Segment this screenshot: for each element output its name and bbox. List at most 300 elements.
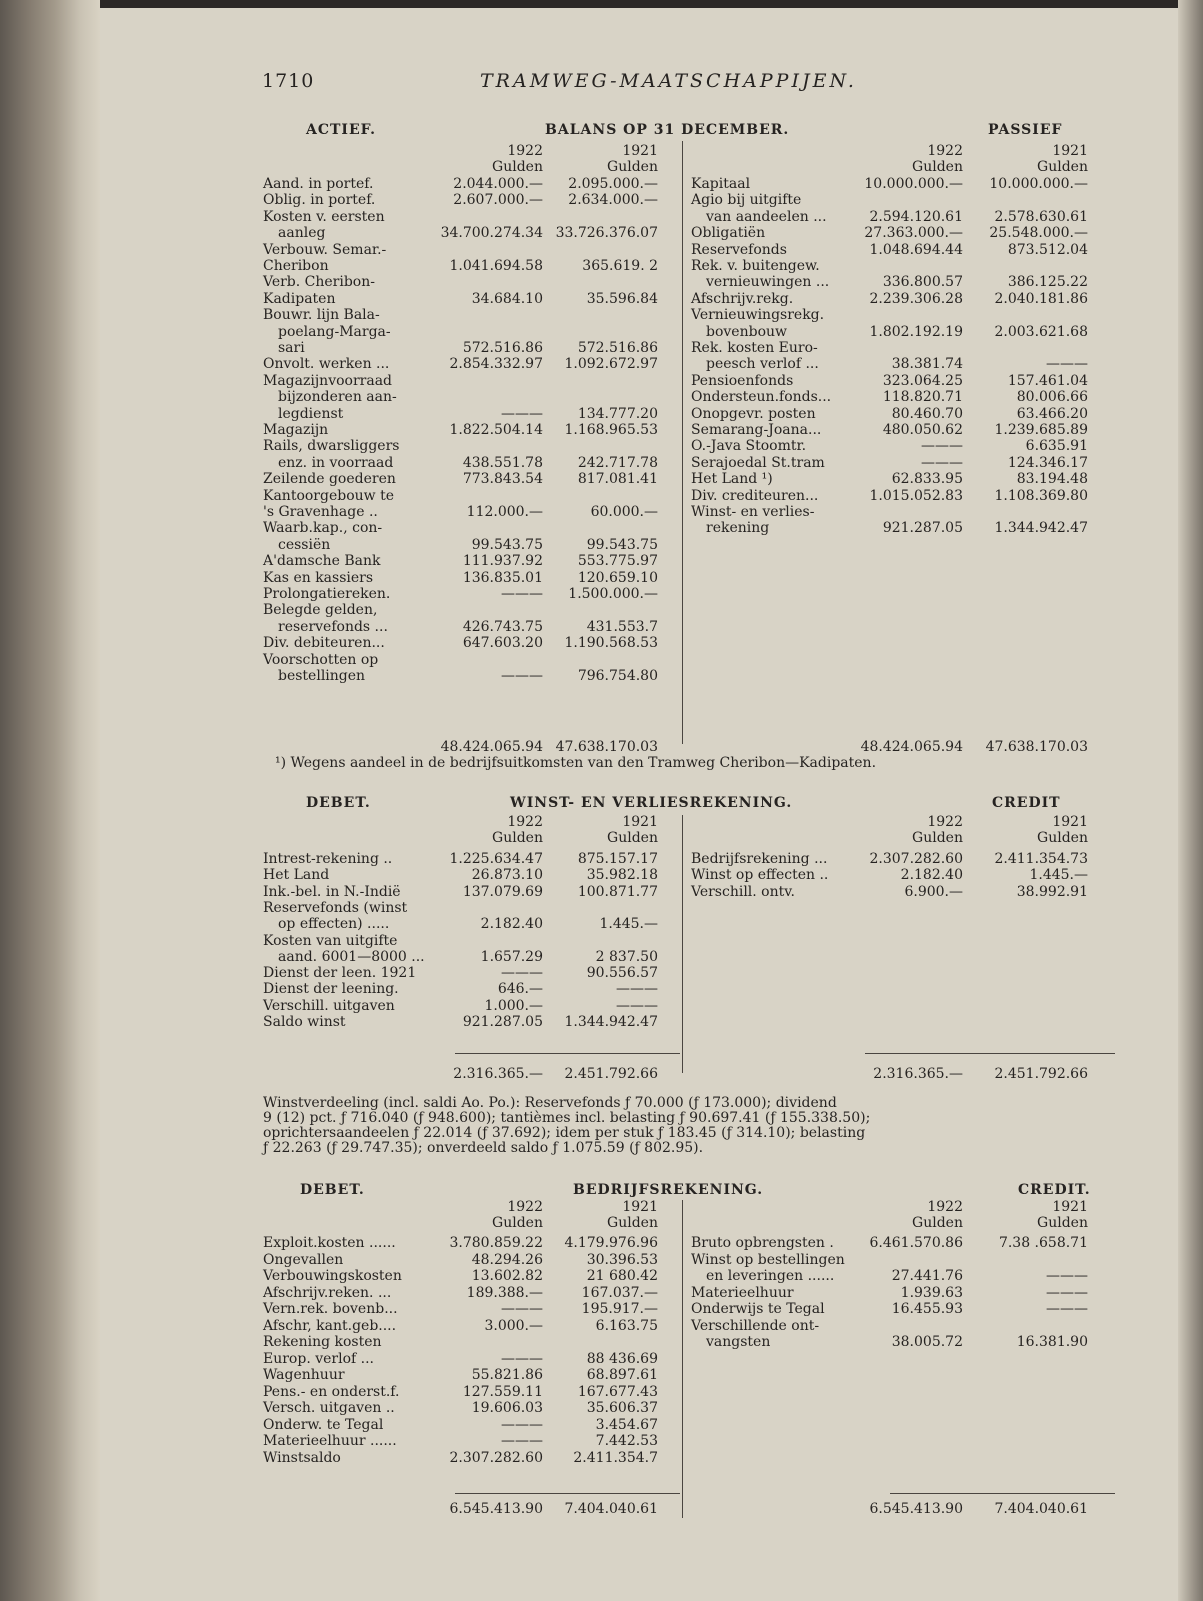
bedrijf-left-row — [0, 1434, 1203, 1449]
bedrijf-right-value-1921: ——— — [1046, 1268, 1088, 1284]
winst-unit-heading: Gulden — [912, 830, 963, 846]
balans-left-value-1922: ——— — [501, 405, 543, 422]
balans-year-heading: 1922 — [927, 143, 963, 159]
balans-year-heading: 1922 — [507, 143, 543, 159]
winst-right-value-1921: 1.445.— — [1029, 867, 1088, 884]
balans-left-label: Bouwr. lijn Bala- — [263, 307, 380, 324]
winst-left-value-1921: 100.871.77 — [577, 883, 658, 900]
bedrijf-right-label: vangsten — [706, 1334, 771, 1350]
balans-right-label: Reservefonds — [691, 241, 787, 258]
bedrijf-unit-heading-row — [0, 1216, 1203, 1231]
balans-left-label: Kosten v. eersten — [263, 208, 385, 225]
balans-left-label: Cheribon — [263, 258, 329, 274]
balans-left-label: cessiën — [278, 536, 331, 553]
balans-left-label: bijzonderen aan- — [278, 389, 397, 406]
balans-total-right-1921: 47.638.170.03 — [985, 739, 1088, 755]
bedrijf-left-value-1922: 3.780.859.22 — [449, 1235, 543, 1251]
balans-left-value-1922: 647.603.20 — [462, 635, 543, 652]
balans-year-heading: 1921 — [1052, 143, 1088, 159]
bedrijf-year-heading: 1921 — [1052, 1199, 1088, 1215]
balans-left-value-1921: 99.543.75 — [586, 536, 658, 553]
bedrijf-right-value-1921: ——— — [1046, 1284, 1088, 1301]
balans-left-value-1921: 2.095.000.— — [568, 176, 658, 192]
balans-total-row — [0, 740, 1203, 755]
bedrijf-right-value-1922: 16.455.93 — [891, 1301, 963, 1317]
balans-unit-heading: Gulden — [492, 159, 543, 175]
bedrijf-left-label: Afschrijv.reken. ... — [263, 1284, 392, 1301]
balans-left-value-1921: 365.619. 2 — [582, 258, 658, 274]
balans-left-row — [0, 636, 1203, 651]
balans-left-label: 's Gravenhage .. — [263, 504, 378, 520]
balans-total-left-1921: 47.638.170.03 — [555, 739, 658, 755]
bedrijf-right-label: Winst op bestellingen — [691, 1251, 845, 1268]
bedrijf-left-value-1921: 68.897.61 — [586, 1367, 658, 1383]
bedrijf-left-value-1921: 195.917.— — [581, 1301, 658, 1317]
winst-left-label: Dienst der leen. 1921 — [263, 965, 417, 982]
winstverdeeling-paragraph — [263, 1096, 1093, 1156]
balans-right-row — [0, 390, 1203, 405]
balans-left-value-1921: 134.777.20 — [577, 405, 658, 422]
bedrijf-title: BEDRIJFSREKENING. — [573, 1182, 764, 1198]
balans-right-value-1922: 1.015.052.83 — [869, 487, 963, 504]
balans-right-row — [0, 521, 1203, 536]
bedrijf-right-label: Bruto opbrengsten . — [691, 1235, 834, 1251]
bedrijf-left-value-1922: 127.559.11 — [462, 1383, 543, 1400]
balans-right-value-1922: 2.239.306.28 — [869, 290, 963, 307]
bedrijf-left-row — [0, 1401, 1203, 1416]
balans-right-value-1922: 10.000.000.— — [864, 176, 963, 192]
balans-right-row — [0, 439, 1203, 454]
balans-unit-heading: Gulden — [607, 159, 658, 175]
bedrijf-right-row — [0, 1286, 1203, 1301]
balans-left-value-1921: 242.717.78 — [577, 454, 658, 471]
balans-left-label: Div. debiteuren... — [263, 635, 385, 652]
bedrijf-total-left-1921: 7.404.040.61 — [564, 1501, 658, 1517]
balans-left-row — [0, 620, 1203, 635]
bedrijf-right-label: Materieelhuur — [691, 1284, 794, 1301]
winst-left-value-1921: 35.982.18 — [586, 867, 658, 884]
bedrijf-right-label: en leveringen ...... — [706, 1268, 835, 1284]
bedrijf-right-row — [0, 1302, 1203, 1317]
balans-left-value-1921: 1.092.672.97 — [564, 356, 658, 373]
balans-right-value-1921: 6.635.91 — [1025, 438, 1088, 455]
balans-left-label: Magazijnvoorraad — [263, 372, 393, 389]
winst-year-heading: 1921 — [1052, 814, 1088, 830]
bedrijf-left-value-1922: 48.294.26 — [471, 1251, 543, 1268]
balans-left-row — [0, 669, 1203, 684]
balans-left-value-1922: 34.700.274.34 — [440, 225, 543, 242]
winst-left-row — [0, 999, 1203, 1014]
balans-left-value-1921: 33.726.376.07 — [555, 225, 658, 242]
bedrijf-unit-heading: Gulden — [1037, 1215, 1088, 1231]
balans-year-heading: 1921 — [622, 143, 658, 159]
balans-right-value-1921: 1.344.942.47 — [994, 520, 1088, 537]
bedrijf-left-label: Onderw. te Tegal — [263, 1416, 384, 1433]
winst-left-value-1922: 921.287.05 — [462, 1014, 543, 1030]
winst-left-value-1921: 1.344.942.47 — [564, 1014, 658, 1030]
balans-total-right-1922: 48.424.065.94 — [860, 739, 963, 755]
balans-right-row — [0, 456, 1203, 471]
bedrijf-left-label: Wagenhuur — [263, 1367, 345, 1383]
balans-right-row — [0, 259, 1203, 274]
balans-right-value-1921: 1.239.685.89 — [994, 422, 1088, 438]
bedrijf-right-value-1922: 27.441.76 — [891, 1268, 963, 1284]
balans-left-label: Kas en kassiers — [263, 569, 374, 586]
bedrijf-left-label: Verbouwingskosten — [263, 1268, 402, 1284]
balans-right-value-1921: 2.003.621.68 — [994, 323, 1088, 340]
winst-total-row — [0, 1067, 1203, 1082]
bedrijf-sum-line-right — [890, 1493, 1115, 1494]
winst-left-value-1921: ——— — [616, 997, 658, 1014]
balans-right-label: Rek. v. buitengew. — [691, 258, 820, 274]
balans-left-row — [0, 603, 1203, 618]
bedrijf-left-label: Versch. uitgaven .. — [263, 1400, 395, 1416]
bedrijf-left-value-1922: 19.606.03 — [471, 1400, 543, 1416]
bedrijf-left-value-1922: 2.307.282.60 — [449, 1449, 543, 1466]
balans-unit-heading-row — [0, 160, 1203, 175]
winst-left-row — [0, 966, 1203, 981]
balans-right-label: Div. crediteuren... — [691, 487, 819, 504]
bedrijf-right-value-1922: 6.461.570.86 — [869, 1235, 963, 1251]
bedrijf-left-label: Materieelhuur ...... — [263, 1433, 397, 1449]
balans-left-value-1922: 426.743.75 — [462, 618, 543, 635]
balans-right-value-1922: ——— — [921, 454, 963, 471]
bedrijf-left-title: DEBET. — [300, 1182, 365, 1198]
balans-left-value-1921: 1.168.965.53 — [564, 422, 658, 438]
bedrijf-total-row — [0, 1502, 1203, 1517]
winst-right-value-1922: 6.900.— — [904, 883, 963, 900]
winst-left-value-1922: 1.000.— — [484, 997, 543, 1014]
balans-left-label: poelang-Marga- — [278, 323, 391, 340]
bedrijf-left-value-1921: 167.677.43 — [577, 1383, 658, 1400]
bedrijf-left-value-1921: 167.037.— — [581, 1284, 658, 1301]
bedrijf-left-value-1922: 13.602.82 — [471, 1268, 543, 1284]
balans-left-label: sari — [278, 340, 305, 356]
balans-right-value-1921: ——— — [1046, 356, 1088, 373]
balans-left-label: enz. in voorraad — [278, 454, 394, 471]
balans-right-row — [0, 243, 1203, 258]
winst-left-label: Dienst der leening. — [263, 981, 399, 998]
winst-right-value-1921: 38.992.91 — [1016, 883, 1088, 900]
winst-left-row — [0, 934, 1203, 949]
balans-left-label: Magazijn — [263, 422, 329, 438]
balans-right-value-1921: 2.578.630.61 — [994, 208, 1088, 225]
balans-left-value-1921: 60.000.— — [590, 504, 658, 520]
balans-right-label: vernieuwingen ... — [706, 274, 830, 291]
balans-right-value-1922: 80.460.70 — [891, 405, 963, 422]
winst-sum-line-left — [455, 1053, 680, 1054]
bedrijf-left-label: Rekening kosten — [263, 1334, 382, 1350]
bedrijf-year-heading: 1921 — [622, 1199, 658, 1215]
winst-unit-heading: Gulden — [607, 830, 658, 846]
balans-right-label: Onopgevr. posten — [691, 405, 816, 422]
balans-right-value-1922: 118.820.71 — [882, 389, 963, 406]
bedrijf-divider — [682, 1200, 683, 1518]
bedrijf-left-value-1921: 35.606.37 — [586, 1400, 658, 1416]
balans-right-value-1921: 2.040.181.86 — [994, 290, 1088, 307]
balans-right-label: O.-Java Stoomtr. — [691, 438, 807, 455]
balans-right-value-1922: 2.594.120.61 — [869, 208, 963, 225]
winst-unit-heading-row — [0, 831, 1203, 846]
balans-right-row — [0, 374, 1203, 389]
winst-right-label: Verschill. ontv. — [691, 883, 795, 900]
balans-right-value-1922: 62.833.95 — [891, 471, 963, 488]
bedrijf-unit-heading: Gulden — [492, 1215, 543, 1231]
winst-left-label: Kosten van uitgifte — [263, 932, 398, 949]
balans-left-label: legdienst — [278, 405, 344, 422]
balans-right-label: Obligatiën — [691, 225, 766, 242]
bedrijf-left-value-1921: 4.179.976.96 — [564, 1235, 658, 1251]
balans-left-value-1922: 572.516.86 — [462, 340, 543, 356]
winst-left-row — [0, 950, 1203, 965]
balans-right-label: bovenbouw — [706, 323, 787, 340]
winst-left-label: Saldo winst — [263, 1014, 346, 1030]
balans-left-label: Waarb.kap., con- — [263, 520, 383, 537]
balans-right-label: Semarang-Joana... — [691, 422, 822, 438]
bedrijf-left-value-1922: 3.000.— — [484, 1317, 543, 1334]
bedrijf-left-value-1922: ——— — [501, 1350, 543, 1367]
winst-year-heading: 1921 — [622, 814, 658, 830]
balans-left-label: Kadipaten — [263, 290, 336, 307]
bedrijf-left-label: Exploit.kosten ...... — [263, 1235, 396, 1251]
balans-right-value-1922: 336.800.57 — [882, 274, 963, 291]
bedrijf-total-left-1922: 6.545.413.90 — [449, 1501, 543, 1517]
balans-right-label: Agio bij uitgifte — [691, 192, 802, 209]
balans-left-value-1922: 2.854.332.97 — [449, 356, 543, 373]
balans-left-label: aanleg — [278, 225, 326, 242]
balans-right-row — [0, 472, 1203, 487]
bedrijf-left-label: Ongevallen — [263, 1251, 344, 1268]
bedrijf-right-value-1921: ——— — [1046, 1301, 1088, 1317]
balans-right-row — [0, 423, 1203, 438]
bedrijf-left-value-1921: 21 680.42 — [586, 1268, 658, 1284]
winst-unit-heading: Gulden — [1037, 830, 1088, 846]
balans-right-label: Pensioenfonds — [691, 372, 794, 389]
balans-left-value-1922: 136.835.01 — [462, 569, 543, 586]
bedrijf-left-row — [0, 1368, 1203, 1383]
balans-left-value-1921: 120.659.10 — [577, 569, 658, 586]
balans-right-value-1922: 27.363.000.— — [864, 225, 963, 242]
bedrijf-sum-line-left — [455, 1493, 680, 1494]
bedrijf-left-row — [0, 1451, 1203, 1466]
balans-right-row — [0, 193, 1203, 208]
bedrijf-unit-heading: Gulden — [607, 1215, 658, 1231]
winst-left-row — [0, 917, 1203, 932]
bedrijf-right-row — [0, 1253, 1203, 1268]
bedrijf-left-value-1922: ——— — [501, 1416, 543, 1433]
bedrijf-right-value-1922: 1.939.63 — [900, 1284, 963, 1301]
balans-footnote: ¹) Wegens aandeel in de bedrijfsuitkomsten van den Tramweg Cheribon—Kadipaten. — [275, 755, 877, 771]
balans-left-value-1922: 112.000.— — [466, 504, 543, 520]
balans-left-row — [0, 538, 1203, 553]
balans-right-row — [0, 308, 1203, 323]
bedrijf-year-heading-row — [0, 1200, 1203, 1215]
balans-left-value-1921: 1.500.000.— — [568, 586, 658, 602]
balans-left-value-1921: 817.081.41 — [577, 471, 658, 488]
bedrijf-left-value-1921: 6.163.75 — [595, 1317, 658, 1334]
winst-right-title: CREDIT — [992, 795, 1061, 811]
balans-left-value-1922: 2.607.000.— — [453, 192, 543, 209]
balans-right-row — [0, 210, 1203, 225]
balans-right-row — [0, 505, 1203, 520]
winst-left-value-1921: 875.157.17 — [577, 851, 658, 867]
balans-left-row — [0, 587, 1203, 602]
balans-left-value-1922: 34.684.10 — [471, 290, 543, 307]
balans-right-value-1922: 480.050.62 — [882, 422, 963, 438]
bedrijf-right-value-1922: 38.005.72 — [891, 1334, 963, 1350]
winst-unit-heading: Gulden — [492, 830, 543, 846]
winst-left-label: Reservefonds (winst — [263, 899, 408, 916]
winst-year-heading: 1922 — [927, 814, 963, 830]
winst-left-label: Ink.-bel. in N.-Indië — [263, 883, 401, 900]
winst-right-label: Winst op effecten .. — [691, 867, 829, 884]
bedrijf-left-label: Vern.rek. bovenb... — [263, 1301, 398, 1317]
winst-right-label: Bedrijfsrekening ... — [691, 851, 828, 867]
balans-right-row — [0, 489, 1203, 504]
bedrijf-year-heading: 1922 — [507, 1199, 543, 1215]
bedrijf-left-label: Afschr, kant.geb.... — [263, 1317, 397, 1334]
balans-left-label: Rails, dwarsliggers — [263, 438, 400, 455]
balans-year-heading-row — [0, 144, 1203, 159]
balans-right-value-1921: 873.512.04 — [1007, 241, 1088, 258]
balans-title: BALANS OP 31 DECEMBER. — [545, 122, 790, 138]
balans-right-value-1921: 63.466.20 — [1016, 405, 1088, 422]
balans-left-value-1922: 1.822.504.14 — [449, 422, 543, 438]
bedrijf-total-right-1922: 6.545.413.90 — [869, 1501, 963, 1517]
balans-divider — [682, 141, 683, 744]
bedrijf-left-label: Pens.- en onderst.f. — [263, 1383, 400, 1400]
balans-footnote-row — [0, 756, 1203, 771]
balans-right-value-1921: 10.000.000.— — [989, 176, 1088, 192]
balans-right-label: Serajoedal St.tram — [691, 454, 825, 471]
balans-right-value-1922: ——— — [921, 438, 963, 455]
winst-year-heading: 1922 — [507, 814, 543, 830]
winst-year-heading-row — [0, 815, 1203, 830]
winst-left-value-1921: 90.556.57 — [586, 965, 658, 982]
balans-left-value-1921: 553.775.97 — [577, 553, 658, 570]
bedrijf-left-row — [0, 1385, 1203, 1400]
balans-left-label: Aand. in portef. — [263, 176, 374, 192]
winst-right-row — [0, 852, 1203, 867]
bedrijf-left-value-1921: 7.442.53 — [595, 1433, 658, 1449]
balans-left-label: Verbouw. Semar.- — [263, 241, 387, 258]
balans-left-label: Onvolt. werken ... — [263, 356, 390, 373]
bedrijf-left-row — [0, 1418, 1203, 1433]
bedrijf-left-value-1922: 189.388.— — [466, 1284, 543, 1301]
winst-sum-line-right — [865, 1053, 1115, 1054]
balans-left-value-1921: 572.516.86 — [577, 340, 658, 356]
winstverdeeling-line: oprichtersaandeelen ƒ 22.014 (ƒ 37.692); idem per stuk ƒ 183.45 (ƒ 314.10); belasting — [263, 1125, 866, 1141]
winstverdeeling-line: Winstverdeeling (incl. saldi Ao. Po.): Reservefonds ƒ 70.000 (ƒ 173.000); dividend — [263, 1095, 837, 1111]
winst-right-value-1922: 2.182.40 — [900, 867, 963, 884]
balans-right-value-1921: 83.194.48 — [1016, 471, 1088, 488]
winst-title: WINST- EN VERLIESREKENING. — [510, 795, 793, 811]
balans-left-label: Verb. Cheribon- — [263, 274, 375, 291]
balans-right-row — [0, 177, 1203, 192]
winst-left-value-1922: 26.873.10 — [471, 867, 543, 884]
balans-right-value-1922: 921.287.05 — [882, 520, 963, 537]
balans-left-label: Belegde gelden, — [263, 602, 378, 619]
bedrijf-left-value-1921: 3.454.67 — [595, 1416, 658, 1433]
winst-total-right-1921: 2.451.792.66 — [994, 1066, 1088, 1082]
balans-left-value-1921: 2.634.000.— — [568, 192, 658, 209]
balans-right-value-1922: 323.064.25 — [882, 372, 963, 389]
winst-right-value-1921: 2.411.354.73 — [994, 851, 1088, 867]
balans-left-value-1922: 99.543.75 — [471, 536, 543, 553]
bedrijf-right-row — [0, 1319, 1203, 1334]
balans-left-label: Prolongatiereken. — [263, 586, 391, 602]
balans-right-row — [0, 275, 1203, 290]
balans-right-title: PASSIEF — [988, 122, 1063, 138]
balans-right-value-1921: 25.548.000.— — [989, 225, 1088, 242]
balans-right-row — [0, 407, 1203, 422]
winst-divider — [682, 815, 683, 1073]
winst-total-left-1922: 2.316.365.— — [453, 1066, 543, 1082]
balans-right-value-1922: 1.048.694.44 — [869, 241, 963, 258]
balans-left-value-1922: ——— — [501, 668, 543, 684]
winst-right-value-1922: 2.307.282.60 — [869, 851, 963, 867]
running-title: TRAMWEG-MAATSCHAPPIJEN. — [480, 70, 857, 92]
winst-left-label: Intrest-rekening .. — [263, 851, 393, 867]
winst-left-title: DEBET. — [306, 795, 371, 811]
balans-right-label: Vernieuwingsrekg. — [691, 307, 825, 324]
bedrijf-total-right-1921: 7.404.040.61 — [994, 1501, 1088, 1517]
winstverdeeling-line: 9 (12) pct. ƒ 716.040 (ƒ 948.600); tantièmes incl. belasting ƒ 90.697.41 (ƒ 155.338.50); — [263, 1110, 871, 1126]
bedrijf-left-value-1921: 88 436.69 — [586, 1350, 658, 1367]
balans-right-value-1921: 124.346.17 — [1007, 454, 1088, 471]
bedrijf-right-label: Onderwijs te Tegal — [691, 1301, 825, 1317]
winstverdeeling-line: ƒ 22.263 (ƒ 29.747.35); onverdeeld saldo ƒ 1.075.59 (ƒ 802.95). — [263, 1140, 704, 1156]
bedrijf-right-row — [0, 1236, 1203, 1251]
balans-left-value-1922: 773.843.54 — [462, 471, 543, 488]
balans-right-label: Afschrijv.rekg. — [691, 290, 794, 307]
winst-left-value-1921: 1.445.— — [599, 916, 658, 933]
winst-left-label: Verschill. uitgaven — [263, 997, 395, 1014]
balans-right-row — [0, 357, 1203, 372]
balans-left-row — [0, 571, 1203, 586]
winst-left-value-1922: 1.657.29 — [480, 948, 543, 965]
bedrijf-right-value-1921: 7.38 .658.71 — [998, 1235, 1088, 1251]
balans-left-label: Kantoorgebouw te — [263, 487, 394, 504]
balans-right-value-1921: 386.125.22 — [1007, 274, 1088, 291]
balans-left-row — [0, 554, 1203, 569]
bedrijf-right-value-1921: 16.381.90 — [1016, 1334, 1088, 1350]
bedrijf-right-label: Verschillende ont- — [691, 1317, 820, 1334]
balans-left-label: Zeilende goederen — [263, 471, 396, 488]
balans-right-value-1921: 80.006.66 — [1016, 389, 1088, 406]
winst-left-value-1922: 1.225.634.47 — [449, 851, 543, 867]
winst-left-value-1922: 646.— — [497, 981, 543, 998]
balans-left-label: Oblig. in portef. — [263, 192, 376, 209]
winst-total-right-1922: 2.316.365.— — [873, 1066, 963, 1082]
balans-left-value-1921: 1.190.568.53 — [564, 635, 658, 652]
page-number: 1710 — [262, 70, 315, 92]
winst-right-row — [0, 868, 1203, 883]
balans-right-value-1922: 1.802.192.19 — [869, 323, 963, 340]
balans-right-label: Het Land ¹) — [691, 471, 773, 488]
bedrijf-right-row — [0, 1269, 1203, 1284]
winst-left-value-1922: 137.079.69 — [462, 883, 543, 900]
bedrijf-unit-heading: Gulden — [912, 1215, 963, 1231]
balans-left-value-1921: 796.754.80 — [577, 668, 658, 684]
winst-left-label: aand. 6001—8000 ... — [278, 948, 425, 965]
balans-left-value-1921: 35.596.84 — [586, 290, 658, 307]
bedrijf-left-label: Winstsaldo — [263, 1449, 341, 1466]
balans-left-label: Voorschotten op — [263, 651, 379, 668]
balans-left-row — [0, 653, 1203, 668]
balans-right-label: Kapitaal — [691, 176, 751, 192]
winst-left-row — [0, 1015, 1203, 1030]
